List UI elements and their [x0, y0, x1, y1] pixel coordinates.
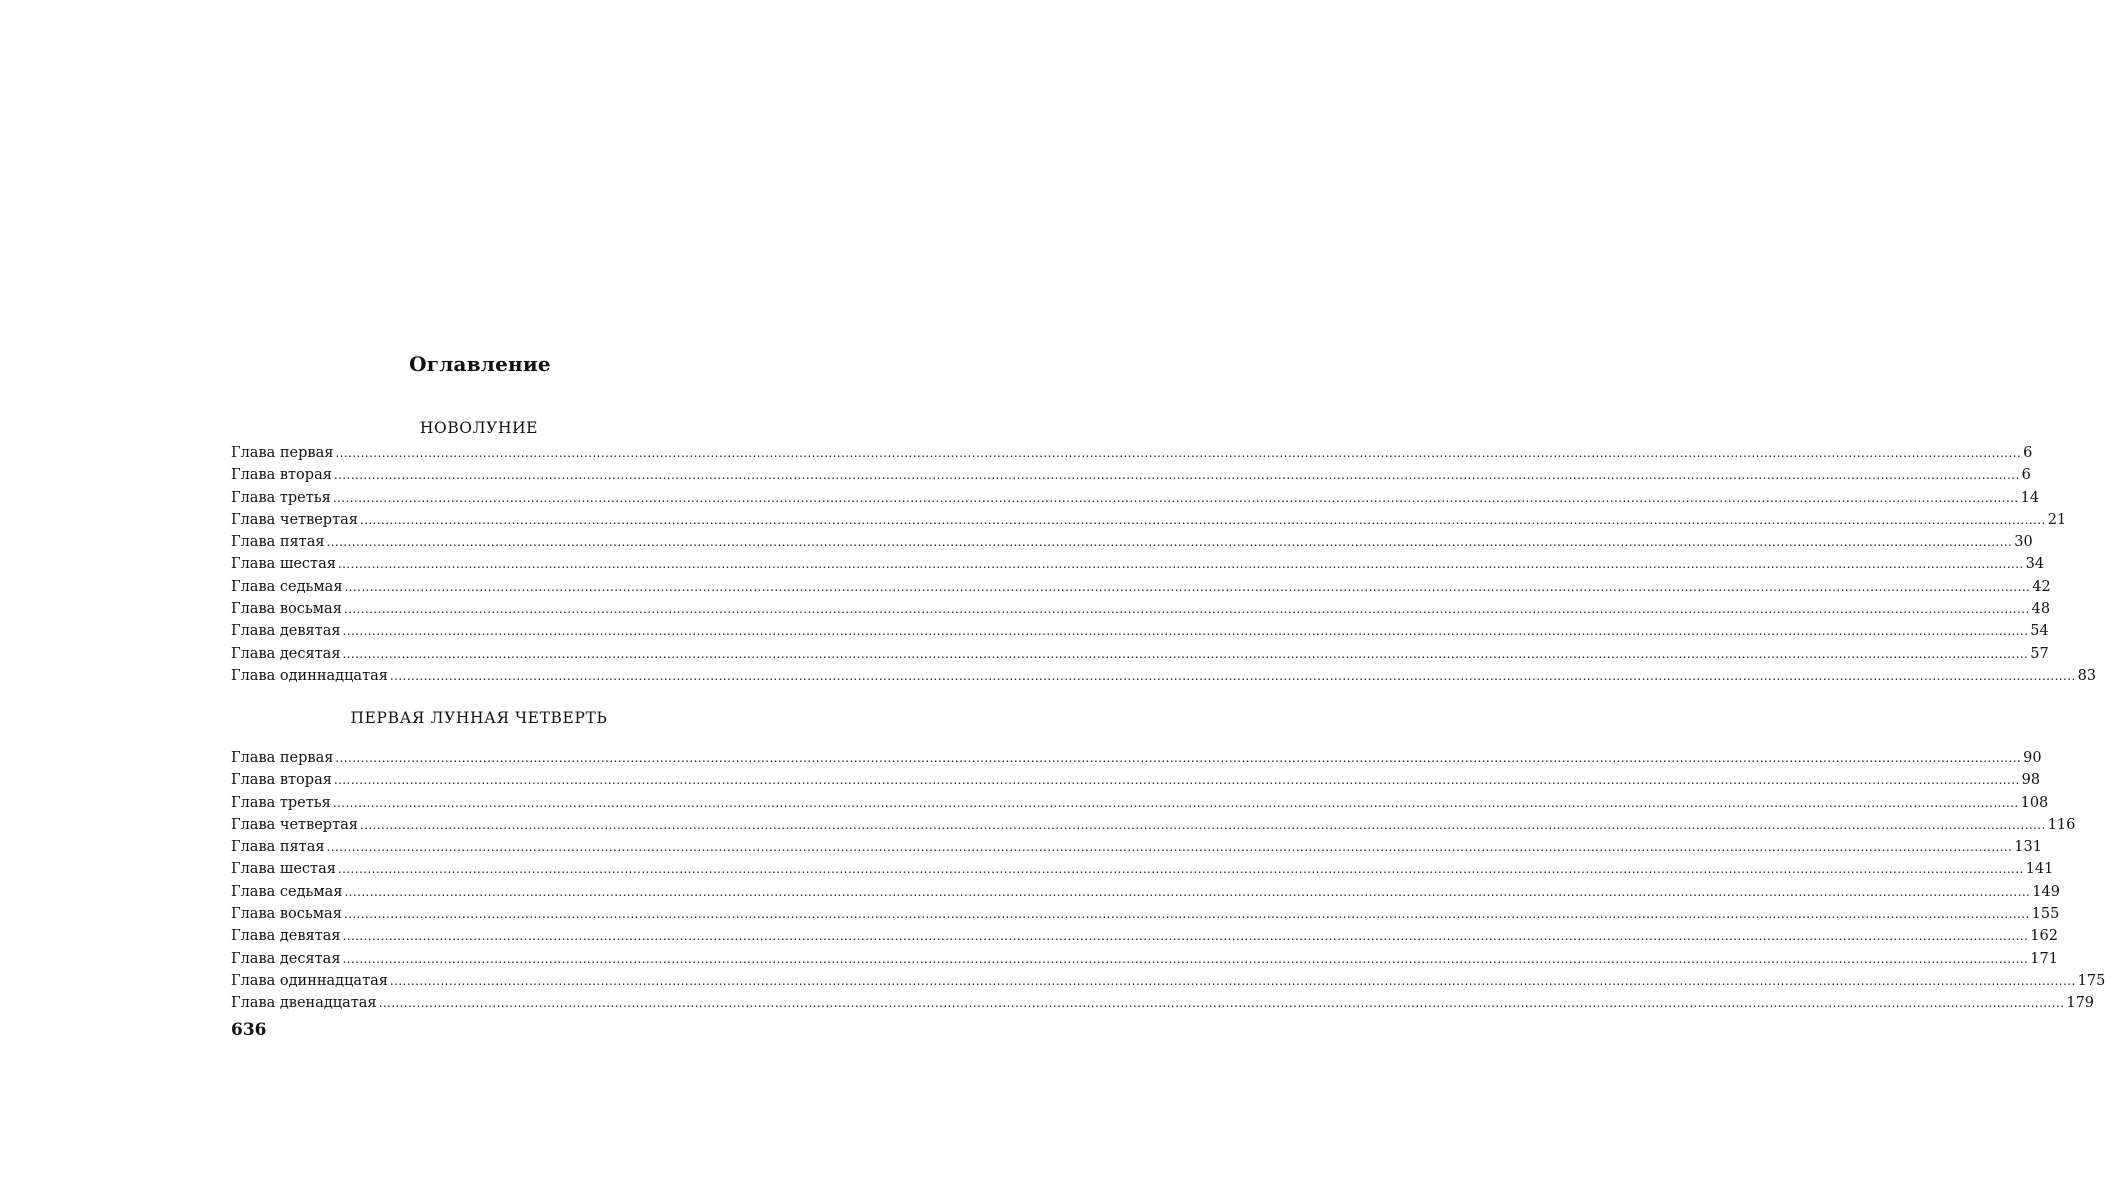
toc-entry [231, 442, 2033, 464]
toc-entry [231, 598, 2051, 620]
toc-entry [231, 747, 2042, 769]
toc-entry [231, 836, 2042, 858]
toc-entry-label: Глава восьмая [231, 601, 342, 618]
dot-leader: ................................................................................................................................................................................................................................................................................................................................................................................................................ [326, 535, 2013, 550]
dot-leader: ................................................................................................................................................................................................................................................................................................................................................................................................................ [344, 579, 2031, 594]
toc-entry-list [231, 442, 2097, 687]
section-title: НОВОЛУНИЕ [419, 419, 539, 437]
toc-entry [231, 992, 2095, 1014]
toc-entry [231, 509, 2067, 531]
toc-entry [231, 792, 2049, 814]
toc-entry-page: 48 [2031, 601, 2051, 618]
dot-leader: ................................................................................................................................................................................................................................................................................................................................................................................................................ [378, 996, 2065, 1011]
toc-entry-page: 54 [2030, 623, 2049, 640]
dot-leader: ................................................................................................................................................................................................................................................................................................................................................................................................................ [343, 907, 2030, 922]
toc-entry-page: 57 [2030, 645, 2049, 662]
toc-entry-page: 34 [2025, 556, 2045, 573]
dot-leader: ................................................................................................................................................................................................................................................................................................................................................................................................................ [344, 884, 2031, 899]
toc-section-first-quarter [231, 707, 2105, 1015]
toc-entry-page: 30 [2014, 534, 2033, 551]
toc-entry-label: Глава девятая [231, 928, 341, 945]
toc-entry-page: 149 [2032, 883, 2060, 900]
toc-entry-label: Глава двенадцатая [231, 995, 377, 1012]
toc-entry-page: 162 [2030, 928, 2058, 945]
toc-entry [231, 769, 2041, 791]
toc-entry-page: 179 [2066, 995, 2095, 1012]
toc-section-novolunie [231, 417, 2097, 687]
toc-entry-label: Глава шестая [231, 861, 336, 878]
dot-leader: ................................................................................................................................................................................................................................................................................................................................................................................................................ [389, 668, 2076, 683]
toc-entry-page: 141 [2025, 861, 2054, 878]
toc-entry-label: Глава первая [231, 445, 334, 461]
toc-entry [231, 925, 2058, 947]
toc-entry-label: Глава девятая [231, 623, 341, 640]
dot-leader: ................................................................................................................................................................................................................................................................................................................................................................................................................ [359, 512, 2046, 527]
toc-entry-label: Глава четвертая [231, 816, 358, 833]
toc-entry-label: Глава седьмая [231, 883, 343, 900]
dot-leader: ................................................................................................................................................................................................................................................................................................................................................................................................................ [335, 446, 2022, 460]
toc-entry-label: Глава десятая [231, 645, 341, 662]
dot-leader: ................................................................................................................................................................................................................................................................................................................................................................................................................ [359, 817, 2046, 832]
toc-entry-label: Глава одиннадцатая [231, 972, 388, 989]
toc-entry [231, 665, 2097, 687]
toc-entry-page: 6 [2023, 445, 2033, 461]
toc-entry-label: Глава восьмая [231, 906, 342, 923]
toc-entry [231, 487, 2040, 509]
toc-entry [231, 464, 2031, 486]
section-title: ПЕРВАЯ ЛУННАЯ ЧЕТВЕРТЬ [350, 709, 608, 727]
dot-leader: ................................................................................................................................................................................................................................................................................................................................................................................................................ [337, 557, 2024, 572]
dot-leader: ................................................................................................................................................................................................................................................................................................................................................................................................................ [343, 602, 2030, 617]
dot-leader: ................................................................................................................................................................................................................................................................................................................................................................................................................ [342, 951, 2029, 966]
toc-entry-page: 171 [2030, 950, 2058, 967]
dot-leader: ................................................................................................................................................................................................................................................................................................................................................................................................................ [326, 840, 2013, 855]
toc-entry-page: 6 [2021, 467, 2031, 484]
toc-entry-page: 175 [2077, 972, 2105, 989]
toc-entry-label: Глава седьмая [231, 578, 343, 595]
toc-entry-page: 131 [2014, 839, 2042, 856]
dot-leader: ................................................................................................................................................................................................................................................................................................................................................................................................................ [342, 929, 2029, 944]
toc-entry [231, 553, 2045, 575]
toc-entry-page: 83 [2077, 667, 2097, 684]
dot-leader: ................................................................................................................................................................................................................................................................................................................................................................................................................ [333, 468, 2020, 483]
toc-entry-page: 90 [2023, 750, 2042, 766]
toc-entry-label: Глава третья [231, 489, 331, 506]
toc-entry [231, 881, 2060, 903]
dot-leader: ................................................................................................................................................................................................................................................................................................................................................................................................................ [342, 646, 2029, 661]
toc-entry-label: Глава одиннадцатая [231, 667, 388, 684]
toc-entry-list [231, 747, 2105, 1015]
toc-entry [231, 903, 2060, 925]
toc-entry-page: 98 [2021, 772, 2041, 789]
toc-entry [231, 970, 2105, 992]
dot-leader: ................................................................................................................................................................................................................................................................................................................................................................................................................ [332, 795, 2019, 810]
toc-entry-page: 21 [2047, 511, 2067, 528]
toc-entry-page: 42 [2032, 578, 2051, 595]
toc-entry [231, 620, 2049, 642]
dot-leader: ................................................................................................................................................................................................................................................................................................................................................................................................................ [332, 490, 2019, 505]
toc-entry-label: Глава вторая [231, 467, 332, 484]
toc-entry-label: Глава пятая [231, 534, 325, 551]
toc-entry-label: Глава десятая [231, 950, 341, 967]
toc-entry-page: 108 [2020, 794, 2049, 811]
dot-leader: ................................................................................................................................................................................................................................................................................................................................................................................................................ [342, 624, 2029, 639]
toc-entry-label: Глава шестая [231, 556, 336, 573]
toc-entry [231, 948, 2058, 970]
dot-leader: ................................................................................................................................................................................................................................................................................................................................................................................................................ [333, 773, 2020, 788]
page-title: Оглавление [409, 352, 551, 376]
page-number: 636 [231, 1020, 267, 1040]
toc-entry-label: Глава вторая [231, 772, 332, 789]
toc-entry [231, 531, 2033, 553]
dot-leader: ................................................................................................................................................................................................................................................................................................................................................................................................................ [337, 862, 2024, 877]
toc-entry-label: Глава четвертая [231, 511, 358, 528]
toc-entry-page: 155 [2031, 906, 2060, 923]
toc-entry [231, 643, 2049, 665]
dot-leader: ................................................................................................................................................................................................................................................................................................................................................................................................................ [389, 973, 2076, 988]
toc-entry-page: 116 [2047, 816, 2076, 833]
toc-entry-label: Глава третья [231, 794, 331, 811]
toc-entry [231, 858, 2054, 880]
toc-entry-label: Глава пятая [231, 839, 325, 856]
toc-entry [231, 576, 2051, 598]
dot-leader: ................................................................................................................................................................................................................................................................................................................................................................................................................ [335, 751, 2022, 765]
toc-entry [231, 814, 2076, 836]
toc-entry-label: Глава первая [231, 750, 334, 766]
toc-entry-page: 14 [2020, 489, 2040, 506]
